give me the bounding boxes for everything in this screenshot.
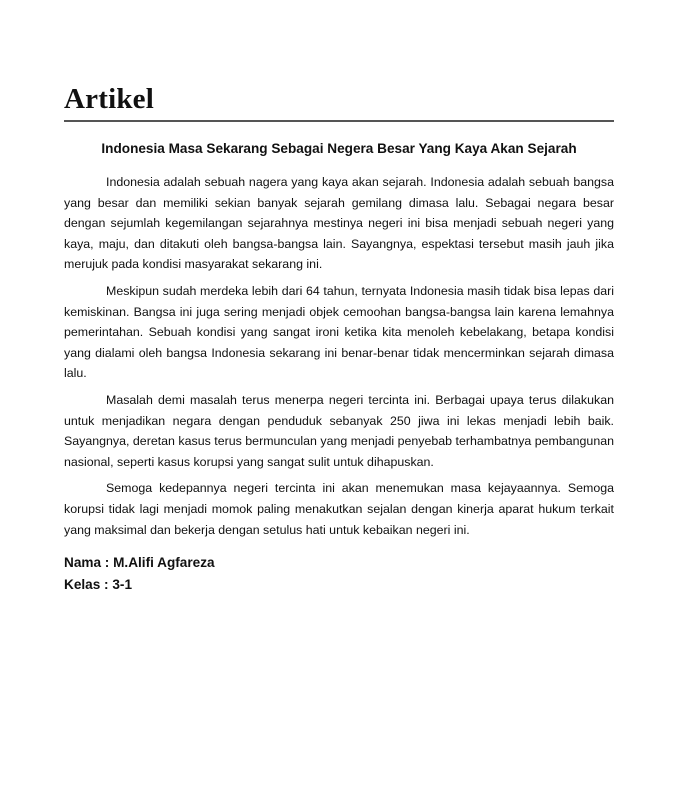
author-info (64, 552, 614, 596)
article-paragraph-2: Meskipun sudah merdeka lebih dari 64 tahun, ternyata Indonesia masih tidak bisa lepas dari kemiskinan. Bangsa ini juga sering menjadi objek cemoohan bangsa-bangsa lain karena lemahnya pemerintahan. Sebuah kondisi yang sangat ironi ketika kita menoleh kebelakang, betapa kondisi yang dialami oleh bangsa Indonesia sekarang ini benar-benar tidak mencerminkan sejarah dimasa lalu. (64, 283, 614, 381)
page-heading: Artikel (64, 82, 614, 122)
article-paragraph-3: Masalah demi masalah terus menerpa negeri tercinta ini. Berbagai upaya terus dilakukan untuk menjadikan negara dengan penduduk sebanyak 250 jiwa ini lekas menjadi lebih baik. Sayangnya, deretan kasus terus bermunculan yang menjadi penyebab terhambatnya pembangunan nasional, seperti kasus korupsi yang sangat sulit untuk dihapuskan. (64, 392, 614, 469)
article-paragraph-4: Semoga kedepannya negeri tercinta ini akan menemukan masa kejayaannya. Semoga korupsi tidak lagi menjadi momok paling menakutkan sejalan dengan kinerja aparat hukum terkait yang maksimal dan bekerja dengan setulus hati untuk kebaikan negeri ini. (64, 481, 614, 537)
author-name: Nama : M.Alifi Agfareza (64, 555, 215, 571)
article-title: Indonesia Masa Sekarang Sebagai Negera Besar Yang Kaya Akan Sejarah (101, 141, 577, 156)
author-class: Kelas : 3-1 (64, 577, 133, 593)
article-paragraph-1: Indonesia adalah sebuah nagera yang kaya akan sejarah. Indonesia adalah sebuah bangsa yang besar dan memiliki sekian banyak sejarah gemilang dimasa lalu. Sebagai negara besar dengan sejumlah kegemilangan sejarahnya mestinya negeri ini bisa menjadi sebuah negeri yang kaya, maju, dan ditakuti oleh bangsa-bangsa lain. Sayangnya, espektasi tersebut masih jauh jika merujuk pada kondisi masyarakat sekarang ini. (64, 175, 614, 272)
document-page (64, 82, 614, 596)
